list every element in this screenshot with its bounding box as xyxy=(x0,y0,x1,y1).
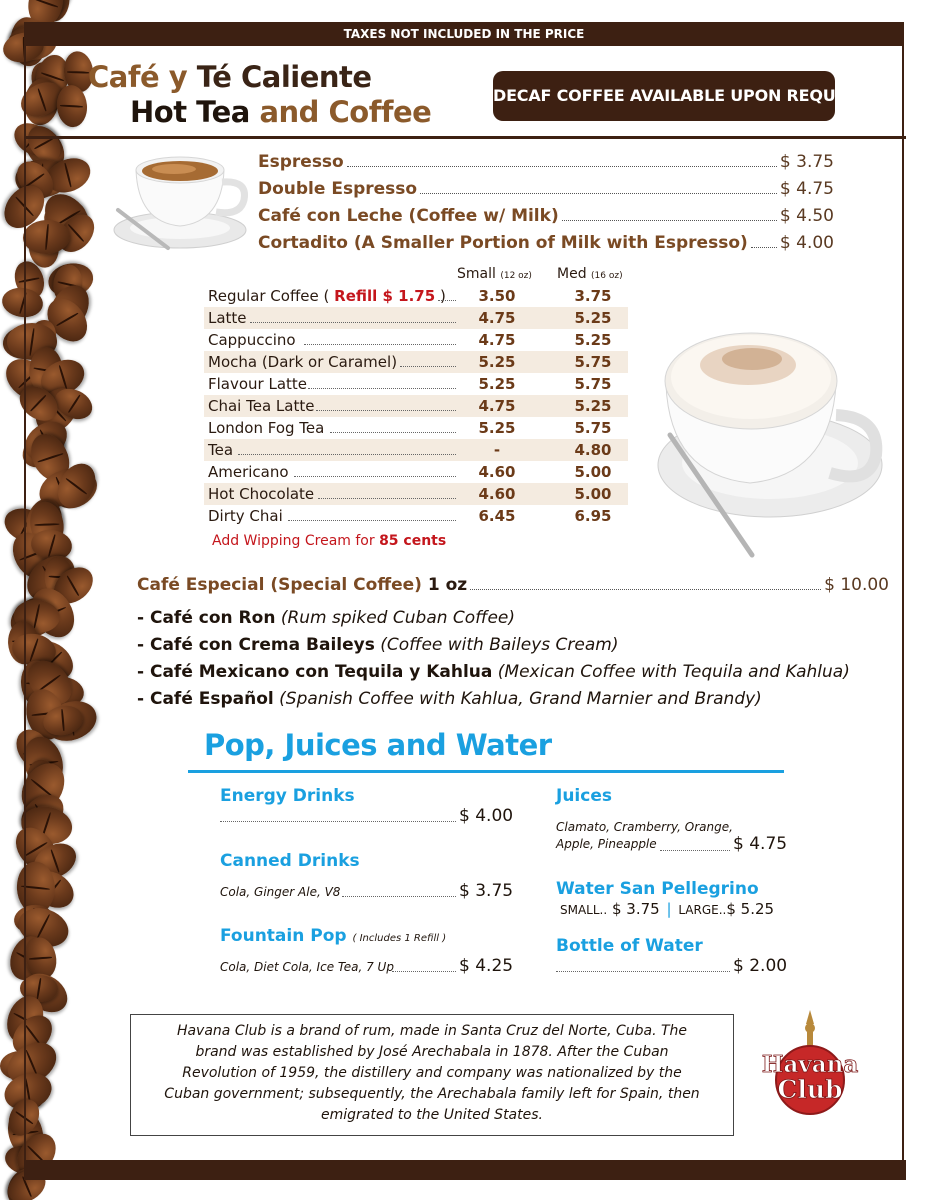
list-item: Double Espresso $ 4.75 xyxy=(258,179,834,199)
bottle-water-price: $ 2.00 xyxy=(733,956,788,976)
table-row: Mocha (Dark or Caramel) 5.25 5.75 xyxy=(204,351,628,373)
juices-price: $ 4.75 xyxy=(733,834,788,854)
table-row: Hot Chocolate 4.60 5.00 xyxy=(204,483,628,505)
energy-drinks-price: $ 4.00 xyxy=(459,806,514,826)
havana-club-logo xyxy=(752,1006,868,1118)
table-row: Tea - 4.80 xyxy=(204,439,628,461)
canned-drinks-desc: Cola, Ginger Ale, V8 xyxy=(220,885,341,899)
table-row: Regular Coffee ( Refill $ 1.75 ) 3.50 3.75 xyxy=(208,287,612,305)
decaf-badge: DECAF COFFEE AVAILABLE UPON REQUEST xyxy=(493,71,835,121)
havana-club-info: Havana Club is a brand of rum, made in Santa Cruz del Norte, Cuba. The brand was established by José Arechabala in 1878. After the Cuban Revolution of 1959, the distillery and company was nationalized by the Cuban government; subsequently, the Arechabala family left for Spain, then emigrated to the United States. xyxy=(130,1014,734,1136)
table-row: Chai Tea Latte 4.75 5.25 xyxy=(204,395,628,417)
page-title-spanish: Café y Té Caliente xyxy=(88,60,372,94)
whipping-cream-note: Add Wipping Cream for 85 cents xyxy=(212,533,447,549)
table-row: Cappuccino 4.75 5.25 xyxy=(208,331,612,349)
juices-desc-2: Apple, Pineapple xyxy=(556,837,657,851)
svg-text:Havana: Havana xyxy=(761,1051,859,1078)
list-item: - Café Español (Spanish Coffee with Kahlua, Grand Marnier and Brandy) xyxy=(137,689,762,709)
juices-title: Juices xyxy=(556,786,612,806)
fountain-pop-price: $ 4.25 xyxy=(459,956,514,976)
footer-bar xyxy=(24,1160,906,1180)
pellegrino-sizes: SMALL.. $ 3.75 | LARGE..$ 5.25 xyxy=(560,900,775,918)
list-item: - Café con Ron (Rum spiked Cuban Coffee) xyxy=(137,608,516,628)
list-item: - Café Mexicano con Tequila y Kahlua (Mexican Coffee with Tequila and Kahlua) xyxy=(137,662,850,682)
list-item: Café con Leche (Coffee w/ Milk) $ 4.50 xyxy=(258,206,834,226)
taxes-notice: TAXES NOT INCLUDED IN THE PRICE xyxy=(24,22,904,46)
espresso-cup-icon xyxy=(108,140,253,255)
svg-text:Club: Club xyxy=(777,1075,843,1104)
table-row: Americano 4.60 5.00 xyxy=(208,463,612,481)
list-item: Cortadito (A Smaller Portion of Milk with Espresso) $ 4.00 xyxy=(258,233,834,253)
especial-header: Café Especial (Special Coffee) 1 oz $ 10.00 xyxy=(137,575,889,595)
pop-section-heading: Pop, Juices and Water xyxy=(204,728,552,762)
list-item: - Café con Crema Baileys (Coffee with Baileys Cream) xyxy=(137,635,619,655)
table-row: Dirty Chai 6.45 6.95 xyxy=(208,507,612,525)
pop-divider xyxy=(188,770,784,773)
med-column-header: Med (16 oz) xyxy=(557,266,623,282)
table-row: London Fog Tea 5.25 5.75 xyxy=(208,419,612,437)
juices-desc-1: Clamato, Cramberry, Orange, xyxy=(556,820,733,834)
pellegrino-title: Water San Pellegrino xyxy=(556,879,759,899)
table-row: Flavour Latte 5.25 5.75 xyxy=(208,375,612,393)
table-row: Latte 4.75 5.25 xyxy=(204,307,628,329)
bottle-water-title: Bottle of Water xyxy=(556,936,703,956)
list-item: Espresso $ 3.75 xyxy=(258,152,834,172)
energy-drinks-title: Energy Drinks xyxy=(220,786,355,806)
cappuccino-cup-icon xyxy=(640,325,890,560)
small-column-header: Small (12 oz) xyxy=(457,266,532,282)
fountain-pop-title: Fountain Pop ( Includes 1 Refill ) xyxy=(220,926,447,946)
canned-drinks-title: Canned Drinks xyxy=(220,851,360,871)
fountain-pop-desc: Cola, Diet Cola, Ice Tea, 7 Up xyxy=(220,960,394,974)
header-divider xyxy=(24,136,906,139)
canned-drinks-price: $ 3.75 xyxy=(459,881,514,901)
page-title-english: Hot Tea and Coffee xyxy=(130,95,432,129)
